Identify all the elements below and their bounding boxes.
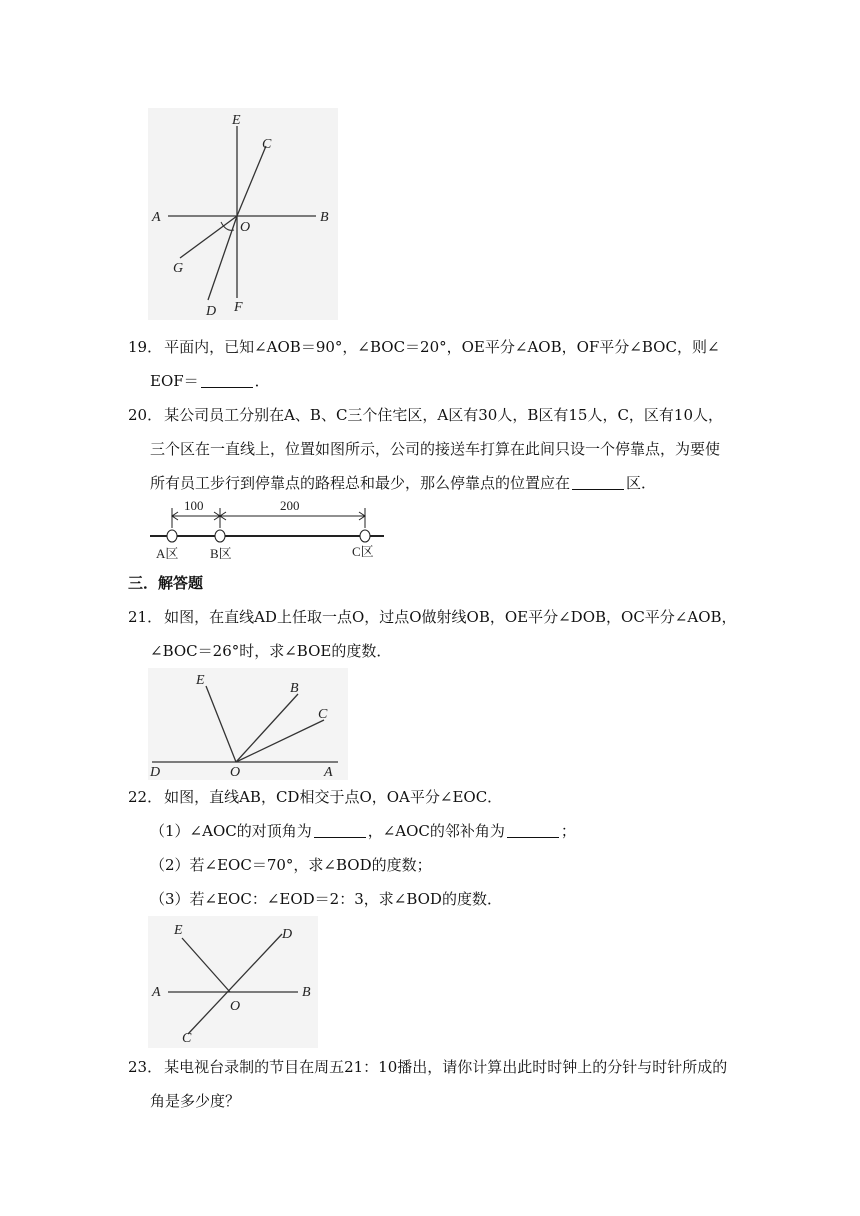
q20-line3 [150, 472, 656, 494]
q20-text3-end: 区． [626, 474, 657, 492]
figure-q20 [148, 496, 388, 566]
point-c [360, 530, 370, 542]
q22-blank-vertical[interactable] [314, 823, 366, 838]
q19-answer-blank[interactable] [201, 373, 253, 388]
q21-number: 21． [128, 608, 163, 626]
figure-q21 [148, 668, 348, 780]
q20-text3: 所有员工步行到停靠点的路程总和最少，那么停靠点的位置应在 [150, 474, 571, 492]
figure-q22 [148, 916, 318, 1048]
label-o: O [230, 999, 241, 1014]
label-c: C [262, 137, 272, 152]
label-area-c: C区 [352, 544, 374, 559]
label-a: A [152, 985, 161, 1000]
q19-text2: EOF＝ [150, 372, 199, 390]
label-d: D [282, 927, 293, 942]
q19-number: 19． [128, 338, 163, 356]
figure-q18 [148, 108, 338, 320]
label-b: B [290, 681, 299, 696]
label-g: G [173, 261, 184, 276]
label-c: C [318, 707, 328, 722]
q23-line1 [128, 1056, 727, 1078]
label-d: D [150, 765, 161, 780]
q22-part2 [150, 854, 432, 876]
point-a [167, 530, 177, 542]
label-b: B [320, 210, 329, 225]
q21-text1: 如图，在直线AD上任取一点O，过点O做射线OB，OE平分∠DOB，OC平分∠AOB， [164, 608, 737, 626]
q20-line1 [128, 404, 723, 426]
q22-line1 [128, 786, 502, 808]
q19-line1 [128, 336, 720, 358]
q19-text1: 平面内，已知∠AOB＝90°，∠BOC＝20°，OE平分∠AOB，OF平分∠BOC，则∠ [164, 338, 720, 356]
q22-number: 22． [128, 788, 163, 806]
q23-line2 [150, 1090, 240, 1112]
label-a: A [152, 210, 161, 225]
label-b: B [302, 985, 311, 1000]
label-area-a: A区 [156, 546, 179, 561]
label-d: D [206, 304, 217, 319]
q20-number: 20． [128, 406, 163, 424]
section-heading: 三．解答题 [128, 574, 204, 592]
label-e: E [196, 673, 205, 688]
label-f: F [234, 300, 243, 315]
q22-text1: 如图，直线AB，CD相交于点O，OA平分∠EOC． [164, 788, 503, 806]
q20-text2: 三个区在一直线上，位置如图所示，公司的接送车打算在此间只设一个停靠点，为要使 [150, 440, 721, 458]
q23-text2: 角是多少度？ [150, 1092, 241, 1110]
q22-part2-text: （2）若∠EOC＝70°，求∠BOD的度数； [150, 856, 432, 874]
q21-text2: ∠BOC＝26°时，求∠BOE的度数． [150, 642, 392, 660]
q22-part3-text: （3）若∠EOC：∠EOD＝2：3，求∠BOD的度数． [150, 890, 502, 908]
q21-line2 [150, 640, 391, 662]
q22-part3 [150, 888, 502, 910]
q21-line1 [128, 606, 737, 628]
point-b [215, 530, 225, 542]
label-e: E [174, 923, 183, 938]
q22-part1-a: （1）∠AOC的对顶角为 [150, 822, 312, 840]
dist-bc: 200 [280, 498, 300, 513]
dist-ab: 100 [184, 498, 204, 513]
q22-blank-adjacent[interactable] [507, 823, 559, 838]
q23-number: 23． [128, 1058, 163, 1076]
q20-answer-blank[interactable] [572, 475, 624, 490]
label-c: C [182, 1031, 192, 1046]
label-o: O [240, 220, 251, 235]
q22-part1-c: ； [560, 822, 576, 840]
q23-text1: 某电视台录制的节目在周五21：10播出，请你计算出此时时钟上的分针与时针所成的 [164, 1058, 728, 1076]
label-area-b: B区 [210, 546, 232, 561]
label-o: O [230, 765, 241, 780]
q19-line2 [150, 370, 270, 392]
q22-part1 [150, 820, 576, 842]
q20-line2 [150, 438, 720, 460]
q19-text2-end: ． [254, 372, 270, 390]
label-a: A [324, 765, 333, 780]
label-e: E [232, 113, 241, 128]
q22-part1-b: ，∠AOC的邻补角为 [367, 822, 505, 840]
q20-text1: 某公司员工分别在A、B、C三个住宅区，A区有30人，B区有15人，C，区有10人， [164, 406, 724, 424]
